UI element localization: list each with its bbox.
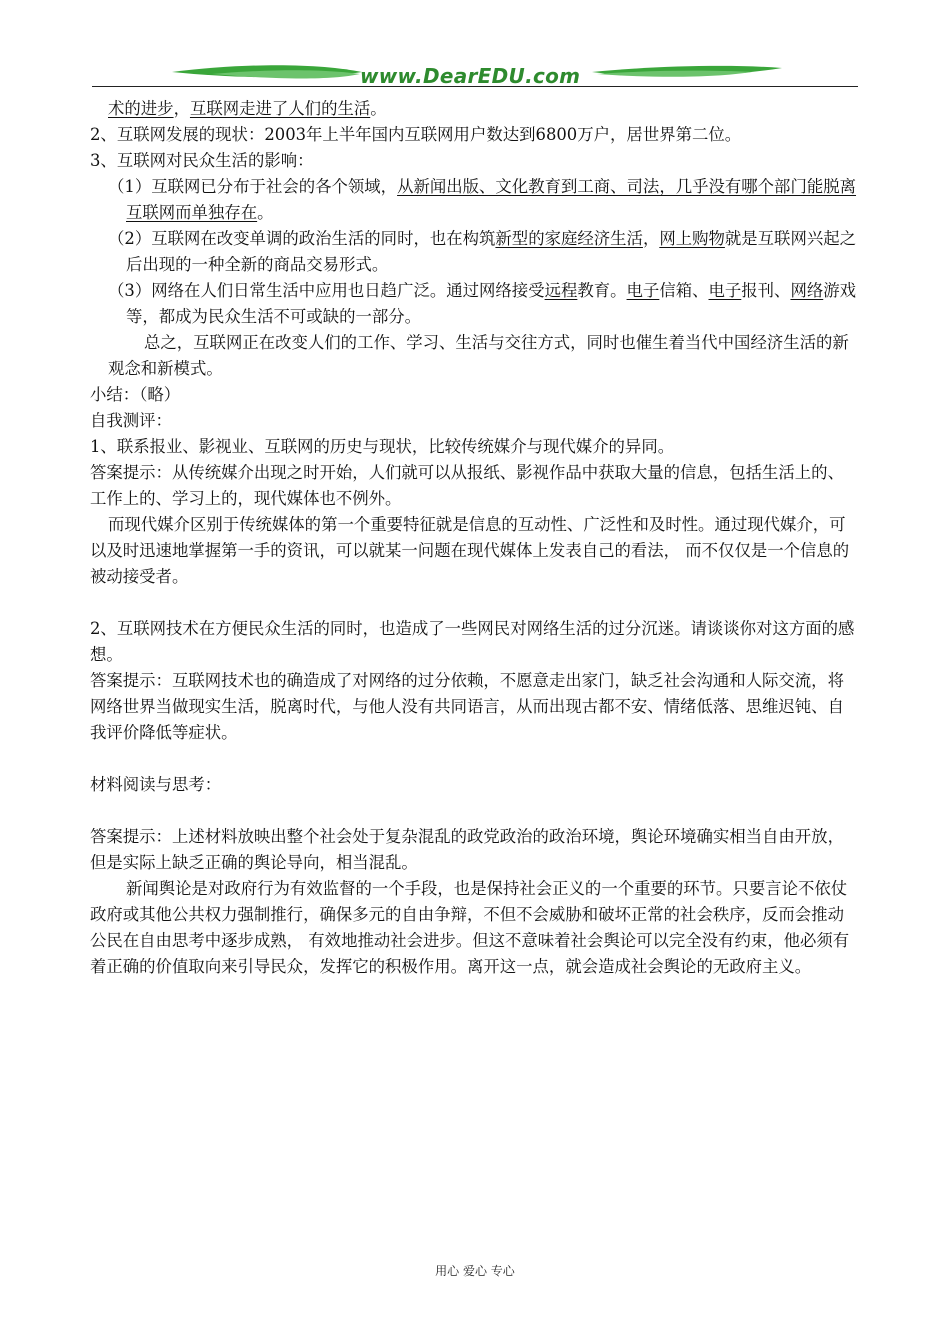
- point-3-heading: 3、互联网对民众生活的影响：: [90, 151, 314, 170]
- question-1: 1、联系报业、影视业、互联网的历史与现状，比较传统媒介与现代媒介的异同。: [90, 437, 675, 456]
- text: ，: [642, 229, 660, 248]
- underlined-text: 网络: [790, 281, 824, 300]
- text: （1）互联网已分布于社会的各个领域，: [108, 177, 398, 196]
- answer-1-continued: 而现代媒介区别于传统媒体的第一个重要特征就是信息的互动性、广泛性和及时性。通过现代媒介，可以及时迅速地掌握第一手的资讯，可以就某一问题在现代媒体上发表自己的看法， 而不仅仅是一个信息的被动接受者。: [90, 515, 850, 586]
- sub-point-1: [90, 174, 860, 226]
- text: 报刊、: [741, 281, 791, 300]
- answer-3: 答案提示：上述材料放映出整个社会处于复杂混乱的政党政治的政治环境，舆论环境确实相当自由开放，但是实际上缺乏正确的舆论导向，相当混乱。: [90, 827, 844, 872]
- underlined-text: 从新闻出版、文化教育到工商、司法，几乎没有哪个部门能脱离互联网而单独存在: [126, 177, 857, 222]
- sub-point-2: [90, 226, 860, 278]
- text: 。: [257, 203, 274, 222]
- paragraph-continuation: [90, 96, 860, 122]
- answer-2: 答案提示：互联网技术也的确造成了对网络的过分依赖，不愿意走出家门，缺乏社会沟通和人际交流，将网络世界当做现实生活，脱离时代，与他人没有共同语言，从而出现古都不安、情绪低落、思维迟钝、自我评价降低等症状。: [90, 671, 844, 742]
- text: 就是互联网兴起之后出现的一种全新的商品交易形式。: [126, 229, 857, 274]
- header-divider: [92, 86, 858, 87]
- underlined-text: 新型的家庭经济生活: [495, 229, 643, 248]
- underlined-text: 互联网走进了人们的生活: [189, 99, 371, 118]
- page-footer: 用心 爱心 专心: [435, 1264, 515, 1278]
- text: ，: [173, 99, 190, 118]
- sub-point-3: [90, 278, 860, 330]
- self-test-heading: 自我测评：: [90, 411, 172, 430]
- underlined-text: 网上购物: [659, 229, 725, 248]
- spacer: [90, 590, 860, 616]
- text: （2）互联网在改变单调的政治生活的同时，也在构筑: [108, 229, 496, 248]
- text: 教育。: [577, 281, 627, 300]
- underlined-text: 电子: [708, 281, 742, 300]
- text: 信箱、: [659, 281, 709, 300]
- point-2-status: 2、互联网发展的现状：2003年上半年国内互联网用户数达到6800万户，居世界第二位。: [90, 125, 742, 144]
- question-2: 2、互联网技术在方便民众生活的同时，也造成了一些网民对网络生活的过分沉迷。请谈谈你对这方面的感想。: [90, 619, 855, 664]
- summary-paragraph: 总之，互联网正在改变人们的工作、学习、生活与交往方式，同时也催生着当代中国经济生活的新观念和新模式。: [108, 333, 849, 378]
- text: 游戏等，都成为民众生活不可或缺的一部分。: [126, 281, 857, 326]
- reading-heading: 材料阅读与思考：: [90, 775, 222, 794]
- answer-3-continued: 新闻舆论是对政府行为有效监督的一个手段，也是保持社会正义的一个重要的环节。只要言论不依仗政府或其他公共权力强制推行，确保多元的自由争辩，不但不会威胁和破坏正常的社会秩序，反而会推动公民在自由思考中逐步成熟， 有效地推动社会进步。但这不意味着社会舆论可以完全没有约束，他必须有着正确的价值取向来引导民众，发挥它的积极作用。离开这一点，就会造成社会舆论的无政府主义。: [90, 879, 850, 976]
- underlined-text: 远程: [544, 281, 578, 300]
- summary-label: 小结：（略）: [90, 385, 181, 404]
- underlined-text: 术的进步: [108, 99, 174, 118]
- site-logo: www.DearEDU.com: [360, 64, 581, 88]
- text: （3）网络在人们日常生活中应用也日趋广泛。通过网络接受: [108, 281, 545, 300]
- answer-1: 答案提示：从传统媒介出现之时开始，人们就可以从报纸、影视作品中获取大量的信息，包括生活上的、工作上的、学习上的，现代媒体也不例外。: [90, 463, 844, 508]
- spacer: [90, 746, 860, 772]
- underlined-text: 电子: [626, 281, 660, 300]
- spacer: [90, 798, 860, 824]
- text: 。: [370, 99, 387, 118]
- document-body: [90, 96, 860, 980]
